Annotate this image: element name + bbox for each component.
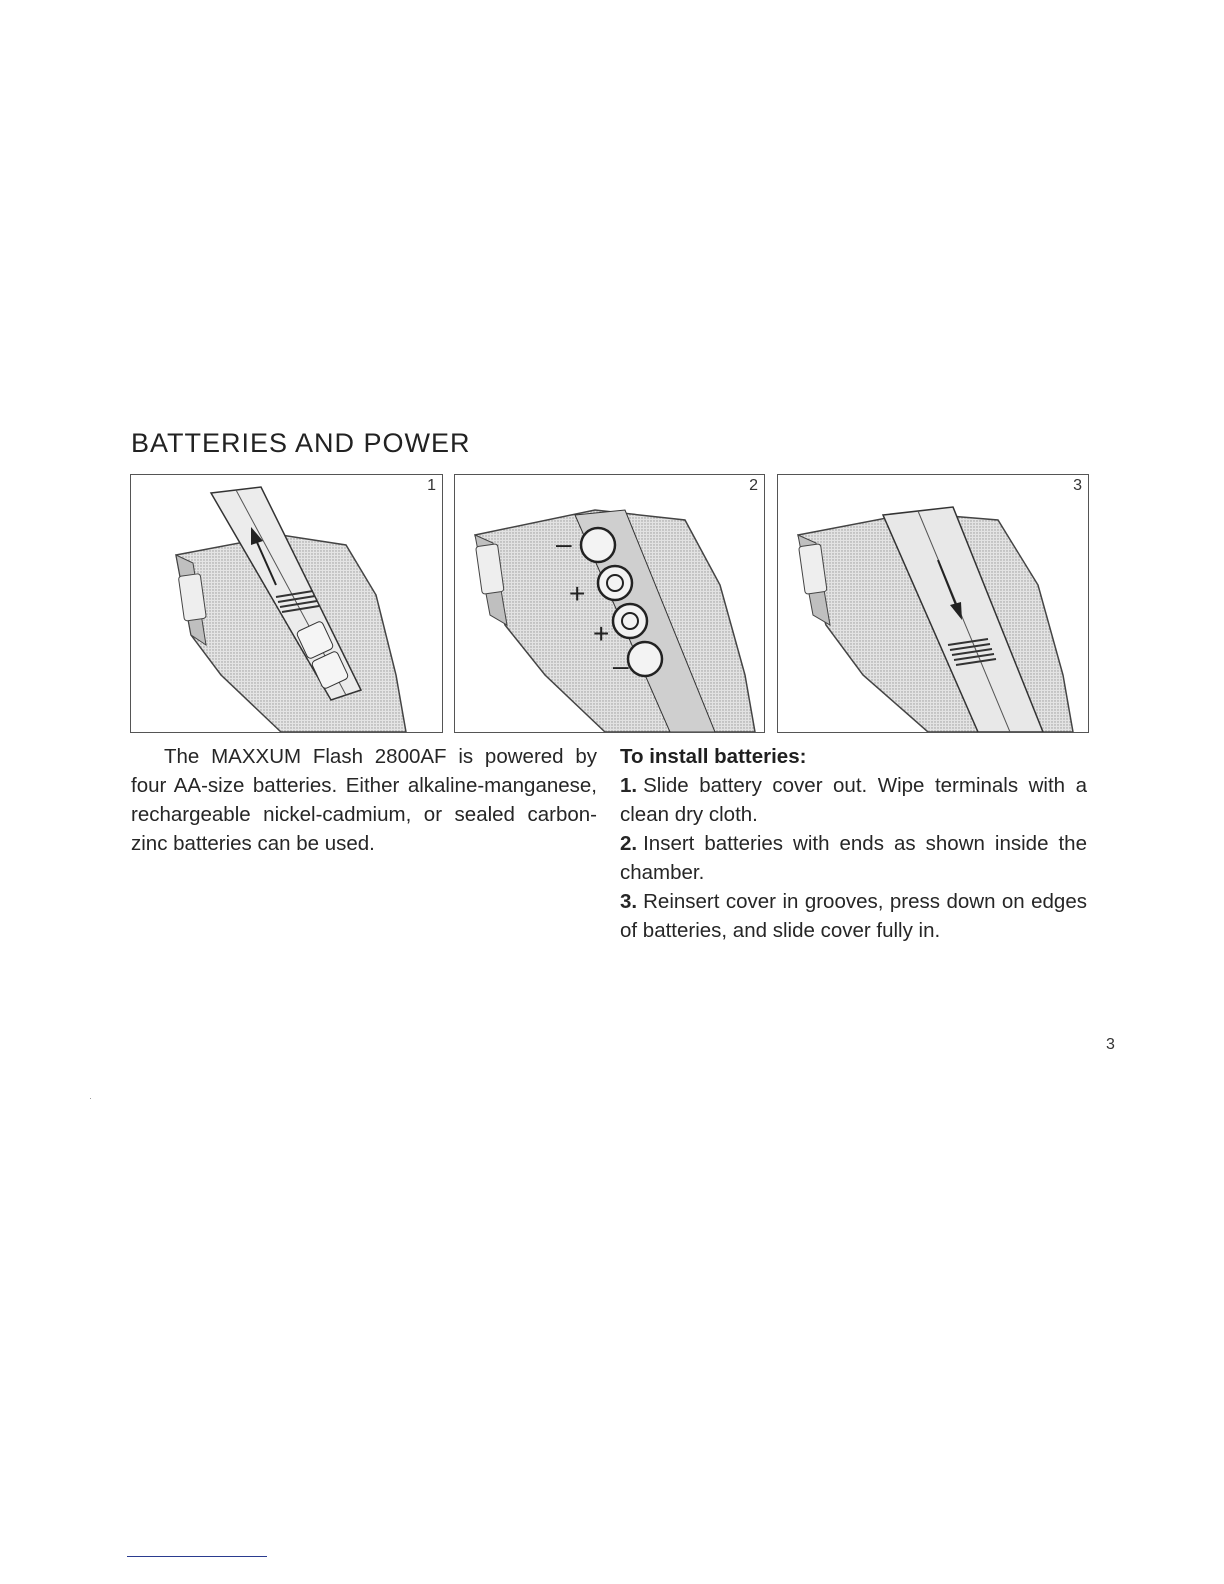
step-text: Insert batteries with ends as shown inside the chamber. xyxy=(620,832,1087,884)
figure-3 xyxy=(777,474,1089,733)
step-number: 3. xyxy=(620,890,638,913)
figure-number: 3 xyxy=(1073,477,1082,494)
install-step xyxy=(620,887,1087,945)
page-number: 3 xyxy=(1106,1036,1115,1053)
intro-paragraph: The MAXXUM Flash 2800AF is powered by four AA-size batteries. Either alkaline-manganese, rechargeable nickel-cadmium, or sealed carbon-zinc batteries can be used. xyxy=(131,745,597,855)
install-steps xyxy=(620,771,1087,945)
install-step xyxy=(620,771,1087,829)
polarity-plus-mark: + xyxy=(569,578,586,609)
step-number: 2. xyxy=(620,832,638,855)
polarity-plus-mark: + xyxy=(593,618,610,649)
battery-cover-slide-in-illustration xyxy=(778,475,1088,732)
footer-rule xyxy=(127,1556,267,1557)
step-text: Reinsert cover in grooves, press down on edges of batteries, and slide cover fully in. xyxy=(620,890,1087,942)
polarity-minus-mark: – xyxy=(556,528,572,559)
figure-1 xyxy=(130,474,443,733)
figure-number: 1 xyxy=(427,477,436,494)
figure-number: 2 xyxy=(749,477,758,494)
battery-cover-slide-out-illustration xyxy=(131,475,442,732)
polarity-minus-mark: – xyxy=(613,650,629,681)
figure-2 xyxy=(454,474,765,733)
page-title: BATTERIES AND POWER xyxy=(131,428,471,458)
step-number: 1. xyxy=(620,774,638,797)
install-heading: To install batteries: xyxy=(620,745,807,768)
step-text: Slide battery cover out. Wipe terminals with a clean dry cloth. xyxy=(620,774,1087,826)
battery-chamber-polarity-illustration xyxy=(455,475,764,732)
install-step xyxy=(620,829,1087,887)
scan-speck xyxy=(90,1098,91,1099)
